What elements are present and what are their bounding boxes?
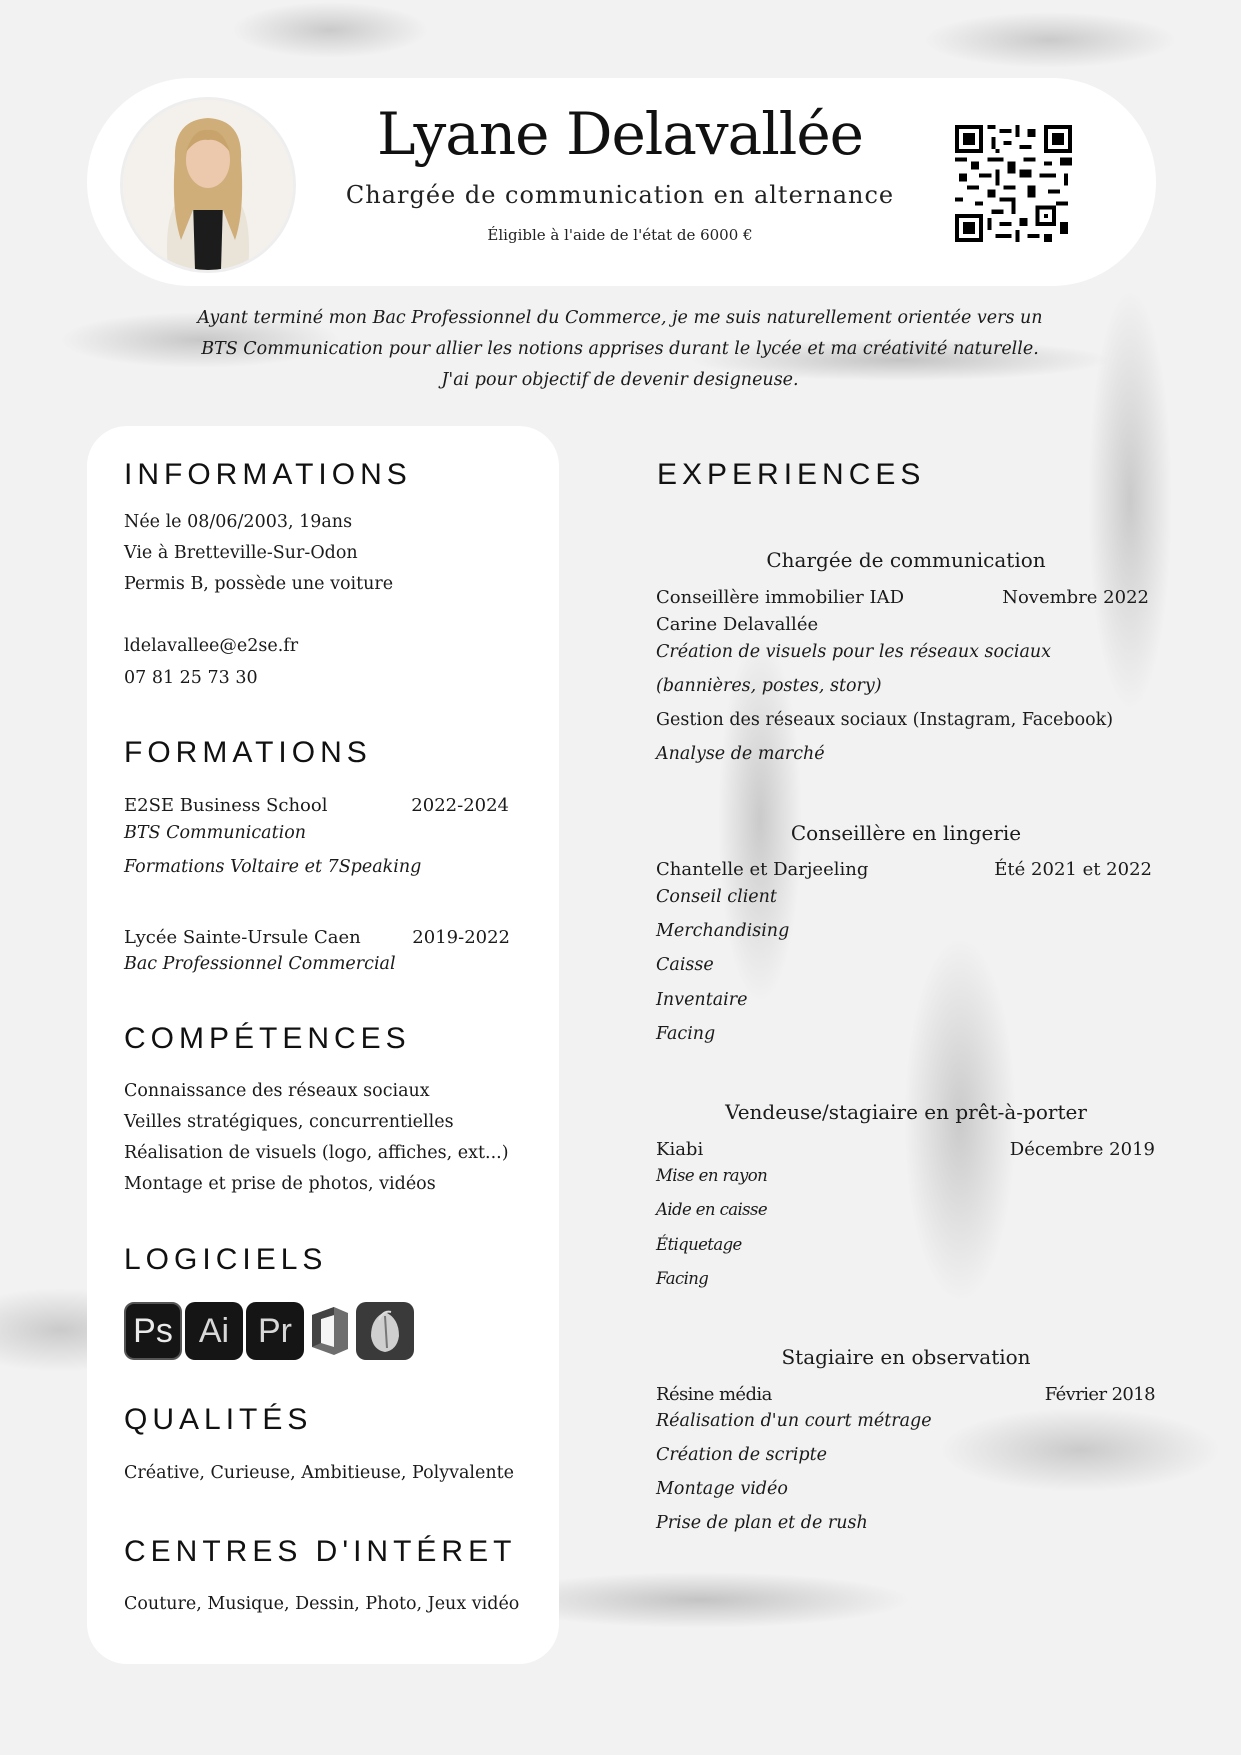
candidate-name: Lyane Delavallée — [376, 100, 863, 168]
formation-detail: Bac Professionnel Commercial — [124, 954, 396, 974]
info-city: Vie à Bretteville-Sur-Odon — [124, 543, 358, 563]
email-link[interactable]: ldelavallee@e2se.fr — [124, 636, 299, 656]
job-task: Merchandising — [656, 921, 790, 941]
job-task: Caisse — [656, 955, 714, 975]
job-row — [656, 587, 1149, 608]
intro-line: Ayant terminé mon Bac Professionnel du Commerce, je me suis naturellement orientée vers un — [197, 308, 1043, 328]
experiences-heading: EXPERIENCES — [657, 458, 926, 491]
qualites-text: Créative, Curieuse, Ambitieuse, Polyvalente — [124, 1463, 515, 1483]
job-task: Réalisation d'un court métrage — [656, 1411, 932, 1431]
formation-row — [124, 795, 509, 816]
job-task: Mise en rayon — [656, 1166, 768, 1185]
premiere-icon: Pr — [246, 1302, 304, 1360]
competence-item: Réalisation de visuels (logo, affiches, ext...) — [124, 1143, 509, 1163]
formation-detail: Formations Voltaire et 7Speaking — [124, 857, 422, 877]
intro-line: BTS Communication pour allier les notions apprises durant le lycée et ma créativité naturelle. — [201, 339, 1039, 359]
interets-heading: CENTRES D'INTÉRET — [124, 1535, 517, 1568]
job-title: Chargée de communication — [766, 548, 1046, 572]
formations-heading: FORMATIONS — [124, 736, 372, 769]
phone-number[interactable]: 07 81 25 73 30 — [124, 668, 258, 688]
job-title: Conseillère en lingerie — [790, 821, 1022, 845]
intro-line: J'ai pour objectif de devenir designeuse. — [441, 370, 799, 390]
job-task: Facing — [656, 1269, 709, 1288]
job-task: Facing — [656, 1024, 716, 1044]
job-company: Carine Delavallée — [656, 614, 819, 635]
job-task: Création de scripte — [656, 1445, 828, 1465]
informations-heading: INFORMATIONS — [124, 458, 412, 491]
interets-text: Couture, Musique, Dessin, Photo, Jeux vidéo — [124, 1594, 520, 1614]
competence-item: Veilles stratégiques, concurrentielles — [124, 1112, 454, 1132]
job-company: Résine média — [656, 1384, 772, 1405]
job-task: (bannières, postes, story) — [656, 676, 882, 696]
qualites-heading: QUALITÉS — [124, 1403, 313, 1436]
job-title: Stagiaire en observation — [781, 1345, 1031, 1369]
job-subtitle: Chargée de communication en alternance — [345, 181, 895, 209]
job-date: Novembre 2022 — [1002, 587, 1149, 608]
job-task: Aide en caisse — [656, 1200, 768, 1219]
info-license: Permis B, possède une voiture — [124, 574, 394, 594]
job-row — [656, 859, 1152, 880]
job-date: Février 2018 — [1044, 1384, 1155, 1405]
competence-item: Connaissance des réseaux sociaux — [124, 1081, 430, 1101]
job-task: Étiquetage — [656, 1235, 742, 1254]
job-date: Été 2021 et 2022 — [994, 859, 1152, 880]
qr-code-icon[interactable] — [955, 125, 1072, 242]
job-company: Chantelle et Darjeeling — [656, 859, 869, 880]
formation-years: 2022-2024 — [411, 795, 509, 816]
job-company: Conseillère immobilier IAD — [656, 587, 905, 608]
logiciels-heading: LOGICIELS — [124, 1243, 328, 1276]
competences-heading: COMPÉTENCES — [124, 1022, 411, 1055]
job-task: Gestion des réseaux sociaux (Instagram, Facebook) — [656, 710, 1114, 730]
job-task: Conseil client — [656, 887, 777, 907]
profile-photo — [120, 97, 296, 273]
job-company: Kiabi — [656, 1139, 704, 1160]
job-task: Analyse de marché — [656, 744, 825, 764]
job-task: Création de visuels pour les réseaux sociaux — [656, 642, 1052, 662]
job-title: Vendeuse/stagiaire en prêt-à-porter — [725, 1100, 1087, 1124]
illustrator-icon: Ai — [185, 1302, 243, 1360]
formation-years: 2019-2022 — [412, 927, 510, 948]
formation-school: Lycée Sainte-Ursule Caen — [124, 927, 361, 948]
formation-school: E2SE Business School — [124, 795, 328, 816]
formation-detail: BTS Communication — [124, 823, 307, 843]
intro-paragraph — [170, 303, 1070, 396]
job-task: Inventaire — [656, 990, 748, 1010]
job-task: Prise de plan et de rush — [656, 1513, 868, 1533]
fl-studio-icon — [356, 1302, 414, 1360]
formation-row — [124, 927, 510, 948]
job-date: Décembre 2019 — [1009, 1139, 1155, 1160]
aid-eligibility: Éligible à l'aide de l'état de 6000 € — [487, 226, 753, 244]
info-birth: Née le 08/06/2003, 19ans — [124, 512, 353, 532]
office-icon — [307, 1302, 353, 1360]
software-logos — [124, 1302, 414, 1360]
job-task: Montage vidéo — [656, 1479, 788, 1499]
photoshop-icon: Ps — [124, 1302, 182, 1360]
competence-item: Montage et prise de photos, vidéos — [124, 1174, 436, 1194]
job-row — [656, 1384, 1155, 1405]
job-row — [656, 1139, 1155, 1160]
